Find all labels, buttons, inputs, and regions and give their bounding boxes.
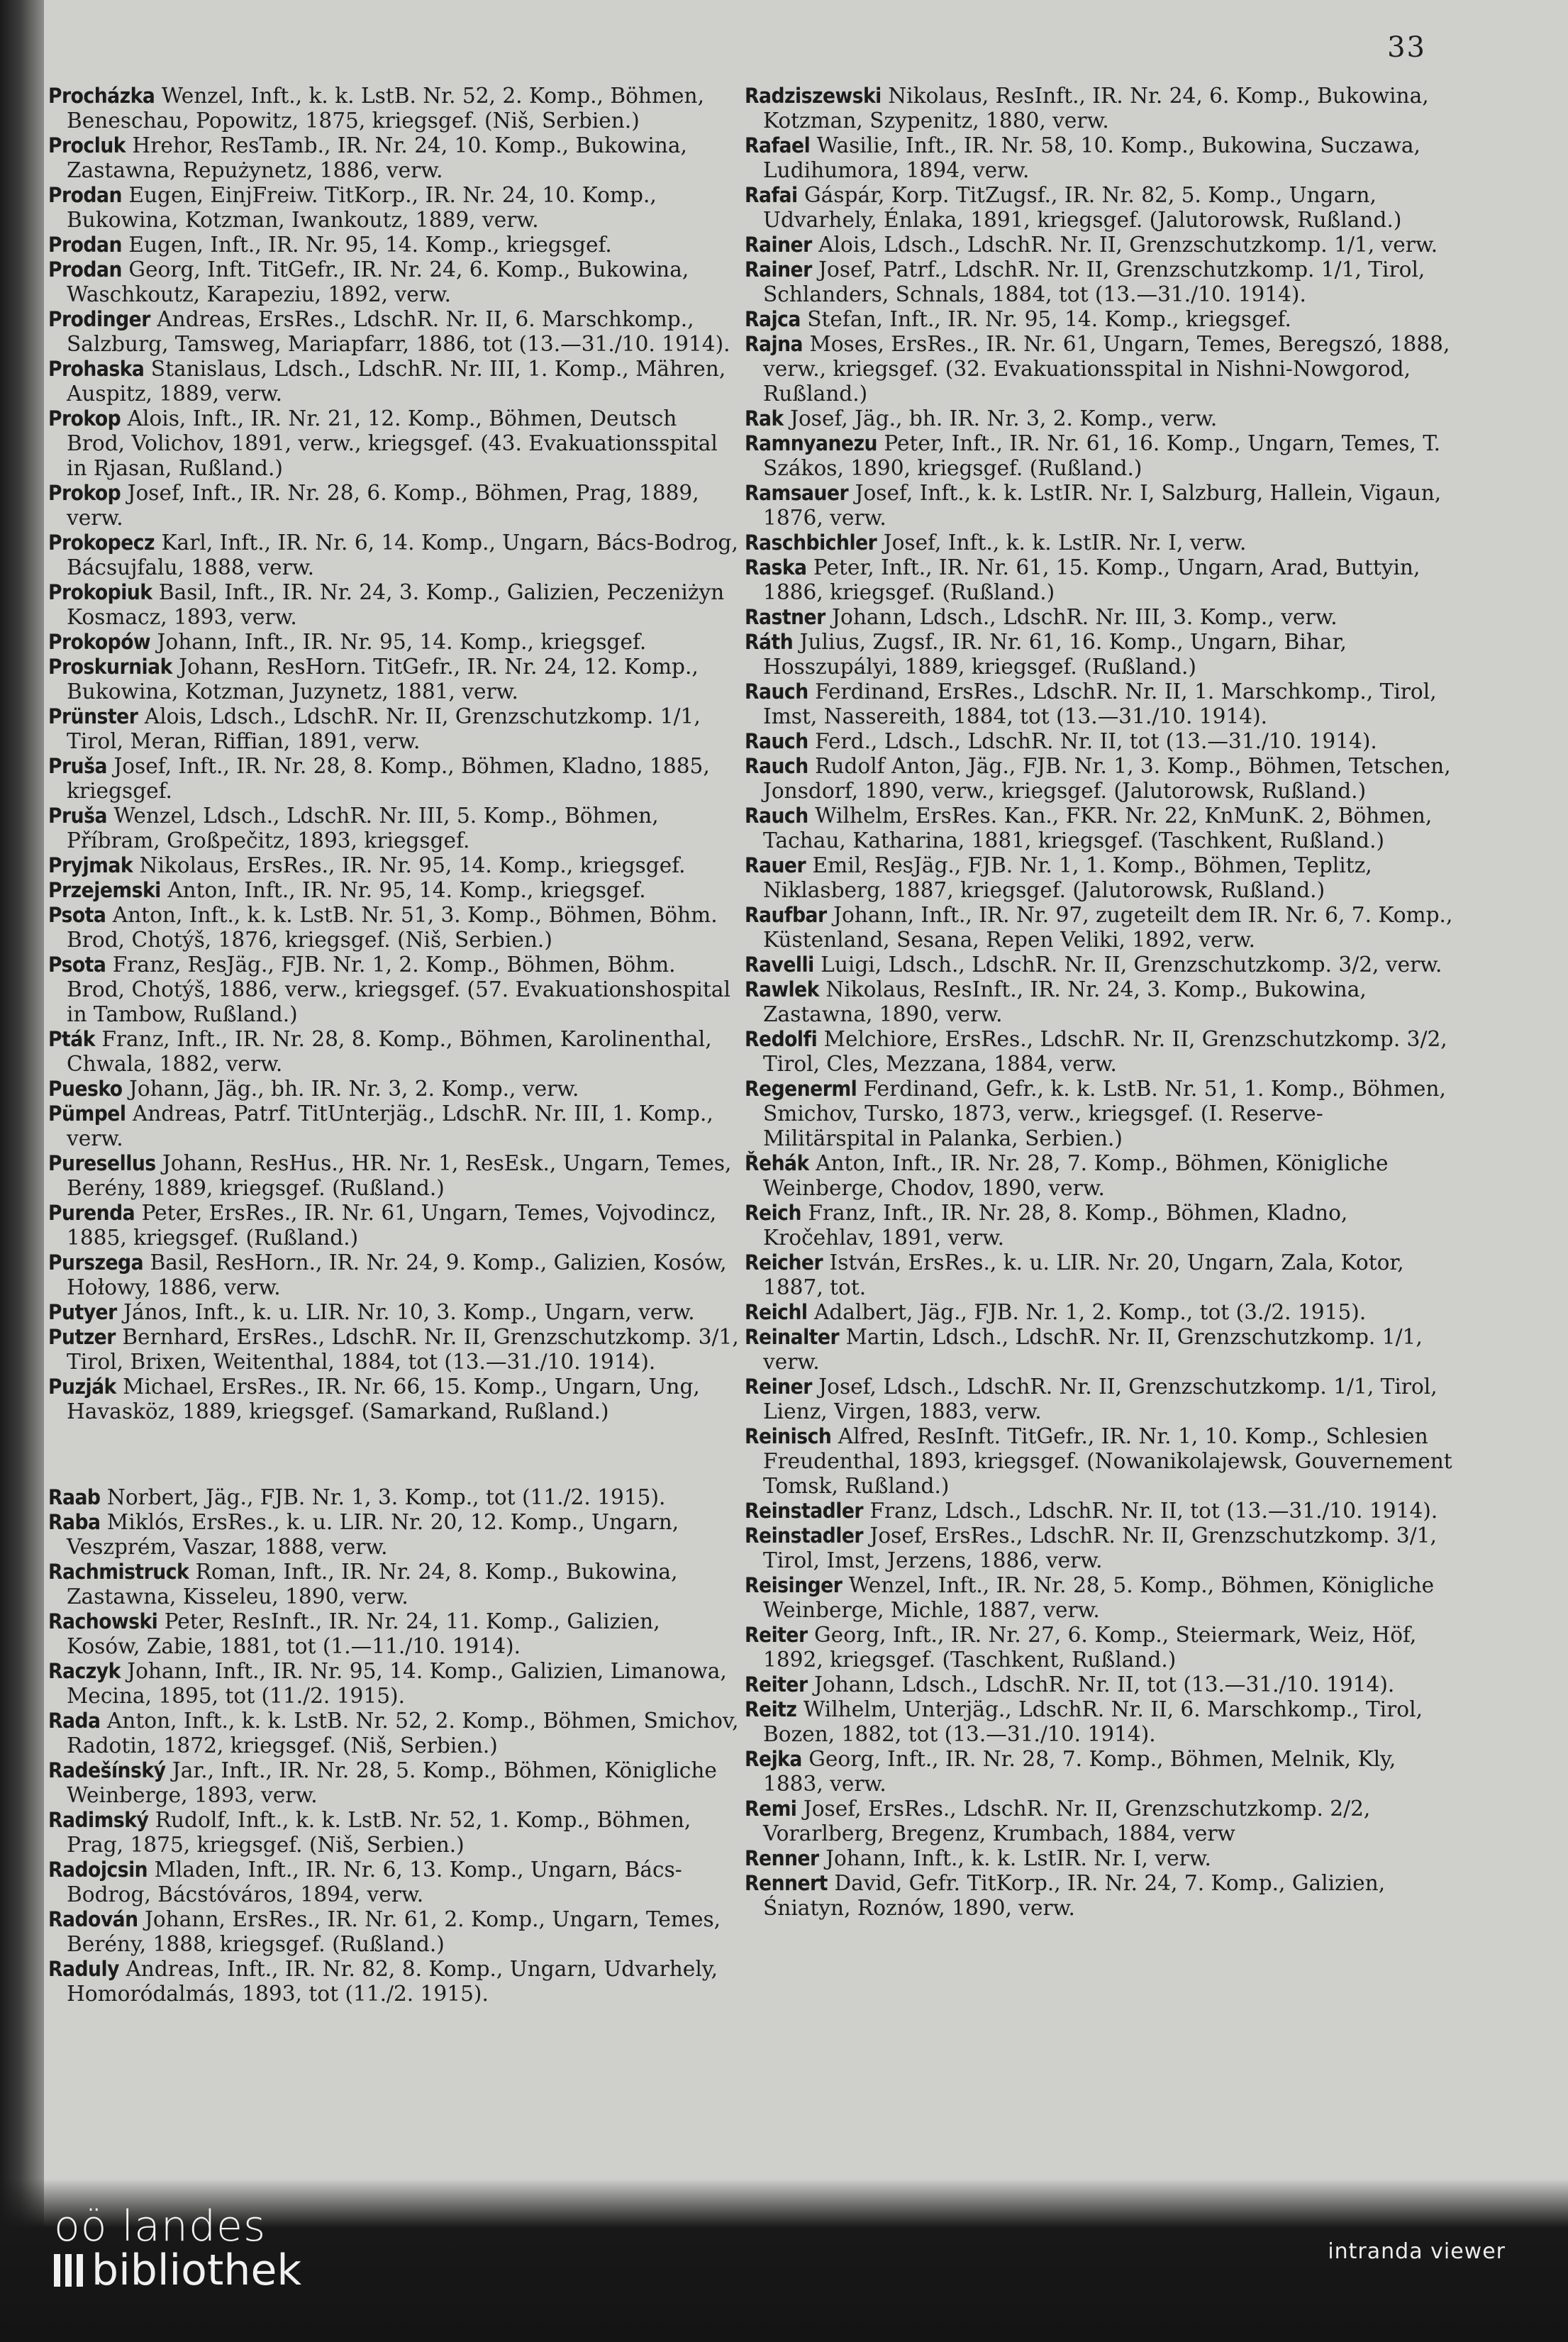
entry-surname: Puesko — [48, 1077, 123, 1101]
entry-details: Franz, ResJäg., FJB. Nr. 1, 2. Komp., Böhmen, Böhm. Brod, Chotýš, 1886, verw., kriegsgef. (57. Evakuationshospital in Tambow, Rußland.) — [67, 953, 731, 1026]
entry-surname: Ráth — [745, 630, 794, 654]
entry-details: Rudolf, Inft., k. k. LstB. Nr. 52, 1. Komp., Böhmen, Prag, 1875, kriegsgef. (Niš, Serbien.) — [67, 1808, 691, 1857]
entry-details: Alfred, ResInft. TitGefr., IR. Nr. 1, 10. Komp., Schlesien Freudenthal, 1893, kriegsgef. (Nowanikolajewsk, Gouvernement Tomsk, Rußland.) — [763, 1424, 1452, 1498]
register-entry — [745, 531, 1454, 555]
entry-details: Moses, ErsRes., IR. Nr. 61, Ungarn, Temes, Beregszó, 1888, verw., kriegsgef. (32. Evakuationsspital in Nishni-Nowgorod, Rußland.) — [763, 332, 1450, 406]
register-entry — [745, 431, 1454, 481]
entry-details: Martin, Ldsch., LdschR. Nr. II, Grenzschutzkomp. 1/1, verw. — [763, 1325, 1423, 1374]
entry-surname: Putzer — [48, 1325, 116, 1349]
entry-details: Hrehor, ResTamb., IR. Nr. 24, 10. Komp., Bukowina, Zastawna, Repużynetz, 1886, verw. — [67, 133, 687, 182]
register-entry — [745, 307, 1454, 332]
register-entry — [48, 878, 740, 903]
entry-details: Andreas, Patrf. TitUnterjäg., LdschR. Nr. III, 1. Komp., verw. — [67, 1101, 713, 1150]
entry-details: David, Gefr. TitKorp., IR. Nr. 24, 7. Komp., Galizien, Śniatyn, Roznów, 1890, verw. — [763, 1871, 1386, 1920]
register-entry — [48, 233, 740, 257]
entry-details: Wilhelm, Unterjäg., LdschR. Nr. II, 6. Marschkomp., Tirol, Bozen, 1882, tot (13.—31./10. 1914). — [763, 1697, 1423, 1746]
register-entry — [745, 1697, 1454, 1747]
entry-surname: Pryjmak — [48, 853, 133, 877]
entry-details: Johann, Inft., IR. Nr. 95, 14. Komp., Galizien, Limanowa, Mecina, 1895, tot (11./2. 1915). — [67, 1659, 727, 1708]
register-entry — [745, 804, 1454, 853]
register-entry — [745, 1250, 1454, 1300]
entry-surname: Prünster — [48, 704, 138, 728]
entry-surname: Proskurniak — [48, 655, 172, 679]
entry-surname: Rawlek — [745, 977, 819, 1001]
register-entry — [48, 1957, 740, 2007]
register-entry — [48, 307, 740, 357]
register-entry — [48, 953, 740, 1027]
entry-surname: Reinstadler — [745, 1499, 864, 1523]
entry-details: Nikolaus, ResInft., IR. Nr. 24, 6. Komp., Bukowina, Kotzman, Szypenitz, 1880, verw. — [763, 84, 1429, 133]
entry-surname: Reitz — [745, 1697, 797, 1721]
entry-details: Anton, Inft., k. k. LstB. Nr. 51, 3. Komp., Böhmen, Böhm. Brod, Chotýš, 1876, kriegsgef. (Niš, Serbien.) — [67, 903, 718, 952]
entry-surname: Raufbar — [745, 903, 827, 927]
register-entry — [48, 1027, 740, 1077]
entry-surname: Rajca — [745, 307, 801, 331]
entry-surname: Reisinger — [745, 1573, 843, 1597]
entry-surname: Ravelli — [745, 953, 814, 977]
register-entry — [48, 1250, 740, 1300]
entry-surname: Rafael — [745, 133, 811, 157]
entry-details: Georg, Inft. TitGefr., IR. Nr. 24, 6. Komp., Bukowina, Waschkoutz, Karapeziu, 1892, verw. — [67, 257, 689, 306]
entry-details: Josef, ErsRes., LdschR. Nr. II, Grenzschutzkomp. 2/2, Vorarlberg, Bregenz, Krumbach, 1884, verw — [763, 1797, 1371, 1846]
register-entry — [745, 1524, 1454, 1573]
register-entry — [48, 1609, 740, 1659]
register-entry — [48, 1151, 740, 1201]
register-entry — [48, 1858, 740, 1907]
entry-details: Basil, Inft., IR. Nr. 24, 3. Komp., Galizien, Peczeniżyn Kosmacz, 1893, verw. — [67, 580, 725, 629]
entry-surname: Raba — [48, 1510, 101, 1534]
entry-details: Johann, ErsRes., IR. Nr. 61, 2. Komp., Ungarn, Temes, Berény, 1888, kriegsgef. (Rußland.) — [67, 1907, 721, 1956]
register-entry — [745, 977, 1454, 1027]
entry-surname: Reinstadler — [745, 1524, 864, 1548]
entry-surname: Prokopów — [48, 630, 151, 654]
register-entry — [745, 1623, 1454, 1672]
entry-details: Eugen, Inft., IR. Nr. 95, 14. Komp., kriegsgef. — [128, 233, 612, 257]
entry-details: Stefan, Inft., IR. Nr. 95, 14. Komp., kriegsgef. — [807, 307, 1291, 331]
entry-surname: Purenda — [48, 1201, 135, 1225]
entry-details: Jar., Inft., IR. Nr. 28, 5. Komp., Böhmen, Königliche Weinberge, 1893, verw. — [67, 1758, 717, 1807]
register-entry — [745, 1672, 1454, 1697]
register-entry — [745, 257, 1454, 307]
entry-details: Johann, Jäg., bh. IR. Nr. 3, 2. Komp., verw. — [129, 1077, 579, 1101]
entry-surname: Pruša — [48, 754, 107, 778]
entry-details: Wasilie, Inft., IR. Nr. 58, 10. Komp., Bukowina, Suczawa, Ludihumora, 1894, verw. — [763, 133, 1420, 182]
entry-details: Ferdinand, ErsRes., LdschR. Nr. II, 1. Marschkomp., Tirol, Imst, Nassereith, 1884, tot (13.—31./10. 1914). — [763, 679, 1437, 728]
entry-surname: Prokopecz — [48, 531, 155, 555]
entry-details: Peter, ResInft., IR. Nr. 24, 11. Komp., Galizien, Kosów, Zabie, 1881, tot (1.—11./10. 1914). — [67, 1609, 660, 1658]
entry-surname: Prodan — [48, 233, 122, 257]
entry-surname: Reiner — [745, 1375, 812, 1399]
entry-surname: Raczyk — [48, 1659, 121, 1683]
entry-surname: Procházka — [48, 84, 155, 108]
register-entry — [745, 233, 1454, 257]
register-entry — [48, 704, 740, 754]
register-entry — [48, 1808, 740, 1858]
entry-surname: Prodinger — [48, 307, 150, 331]
register-entry — [745, 903, 1454, 953]
entry-details: Wilhelm, ErsRes. Kan., FKR. Nr. 22, KnMunK. 2, Böhmen, Tachau, Katharina, 1881, kriegsgef. (Taschkent, Rußland.) — [763, 804, 1433, 853]
register-entry — [48, 853, 740, 878]
entry-details: Mladen, Inft., IR. Nr. 6, 13. Komp., Ungarn, Bács-Bodrog, Bácstóváros, 1894, verw. — [67, 1858, 682, 1907]
entry-details: Roman, Inft., IR. Nr. 24, 8. Komp., Bukowina, Zastawna, Kisseleu, 1890, verw. — [67, 1560, 678, 1609]
register-entry — [745, 1077, 1454, 1151]
entry-details: Alois, Ldsch., LdschR. Nr. II, Grenzschutzkomp. 1/1, verw. — [818, 233, 1438, 257]
entry-details: Josef, Inft., k. k. LstIR. Nr. I, Salzburg, Hallein, Vigaun, 1876, verw. — [763, 481, 1442, 530]
entry-surname: Rennert — [745, 1871, 828, 1895]
register-entry — [745, 1846, 1454, 1871]
entry-surname: Rachmistruck — [48, 1560, 189, 1584]
register-entry — [48, 1375, 740, 1424]
entry-surname: Reinisch — [745, 1424, 832, 1448]
register-entry — [745, 605, 1454, 630]
entry-details: Melchiore, ErsRes., LdschR. Nr. II, Grenzschutzkomp. 3/2, Tirol, Cles, Mezzana, 1884, verw. — [763, 1027, 1447, 1076]
entry-surname: Pruša — [48, 804, 107, 828]
register-entry — [48, 481, 740, 531]
register-entry — [48, 1077, 740, 1101]
entry-details: Michael, ErsRes., IR. Nr. 66, 15. Komp., Ungarn, Ung, Havasköz, 1889, kriegsgef. (Samarkand, Rußland.) — [67, 1375, 700, 1423]
entry-details: Gáspár, Korp. TitZugsf., IR. Nr. 82, 5. Komp., Ungarn, Udvarhely, Énlaka, 1891, kriegsgef. (Jalutorowsk, Rußland.) — [763, 183, 1402, 232]
entry-details: Johann, Ldsch., LdschR. Nr. III, 3. Komp., verw. — [832, 605, 1338, 629]
register-entry — [745, 133, 1454, 183]
entry-details: Julius, Zugsf., IR. Nr. 61, 16. Komp., Ungarn, Bihar, Hosszupályi, 1889, kriegsgef. (Rußland.) — [763, 630, 1347, 679]
register-entry — [745, 1499, 1454, 1524]
entry-surname: Raab — [48, 1485, 101, 1509]
entry-details: Nikolaus, ResInft., IR. Nr. 24, 3. Komp., Bukowina, Zastawna, 1890, verw. — [763, 977, 1367, 1026]
entry-surname: Prodan — [48, 183, 122, 207]
entry-surname: Reiter — [745, 1623, 808, 1647]
register-entry — [48, 1101, 740, 1151]
register-entry — [48, 1201, 740, 1250]
entry-surname: Radešínský — [48, 1758, 166, 1782]
entry-surname: Raschbichler — [745, 531, 877, 555]
entry-details: Wenzel, Inft., IR. Nr. 28, 5. Komp., Böhmen, Königliche Weinberge, Michle, 1887, verw. — [763, 1573, 1435, 1622]
register-entry — [745, 1573, 1454, 1623]
register-entry — [48, 84, 740, 133]
entry-surname: Prokop — [48, 481, 121, 505]
entry-surname: Reichl — [745, 1300, 808, 1324]
entry-surname: Regenerml — [745, 1077, 857, 1101]
entry-details: Johann, Inft., IR. Nr. 97, zugeteilt dem IR. Nr. 6, 7. Komp., Küstenland, Sesana, Repen Veliki, 1892, verw. — [763, 903, 1453, 952]
register-entry — [745, 1325, 1454, 1375]
entry-details: Wenzel, Ldsch., LdschR. Nr. III, 5. Komp., Böhmen, Příbram, Großpečitz, 1893, kriegsgef. — [67, 804, 659, 853]
register-entry — [745, 1027, 1454, 1077]
entry-details: Ferd., Ldsch., LdschR. Nr. II, tot (13.—31./10. 1914). — [815, 729, 1377, 753]
entry-details: Wenzel, Inft., k. k. LstB. Nr. 52, 2. Komp., Böhmen, Beneschau, Popowitz, 1875, kriegsgef. (Niš, Serbien.) — [67, 84, 705, 133]
entry-surname: Rauch — [745, 754, 808, 778]
entry-surname: Remi — [745, 1797, 797, 1821]
register-entry — [745, 481, 1454, 531]
entry-details: Anton, Inft., k. k. LstB. Nr. 52, 2. Komp., Böhmen, Smichov, Radotin, 1872, kriegsgef. (Niš, Serbien.) — [67, 1709, 739, 1758]
entry-surname: Rauch — [745, 729, 808, 753]
register-entry — [48, 357, 740, 406]
entry-surname: Putyer — [48, 1300, 117, 1324]
entry-surname: Řehák — [745, 1151, 809, 1175]
entry-details: Anton, Inft., IR. Nr. 28, 7. Komp., Böhmen, Königliche Weinberge, Chodov, 1890, verw. — [763, 1151, 1389, 1200]
entry-surname: Reiter — [745, 1672, 808, 1697]
entry-surname: Rainer — [745, 233, 812, 257]
entry-surname: Puzják — [48, 1375, 116, 1399]
entry-surname: Prokopiuk — [48, 580, 152, 604]
logo-text-line2: bibliothek — [91, 2246, 302, 2295]
register-entry — [745, 1151, 1454, 1201]
register-entry — [745, 754, 1454, 804]
entry-details: István, ErsRes., k. u. LIR. Nr. 20, Ungarn, Zala, Kotor, 1887, tot. — [763, 1250, 1404, 1299]
register-entry — [745, 84, 1454, 133]
register-entry — [48, 804, 740, 853]
entry-surname: Rak — [745, 406, 784, 431]
register-entry — [48, 754, 740, 804]
register-entry — [48, 406, 740, 481]
entry-details: Georg, Inft., IR. Nr. 28, 7. Komp., Böhmen, Melnik, Kly, 1883, verw. — [763, 1747, 1396, 1796]
page-number: 33 — [1387, 31, 1426, 64]
entry-details: Josef, Ldsch., LdschR. Nr. II, Grenzschutzkomp. 1/1, Tirol, Lienz, Virgen, 1883, verw. — [763, 1375, 1438, 1423]
register-entry — [48, 580, 740, 630]
left-column — [48, 84, 740, 2007]
entry-surname: Rejka — [745, 1747, 802, 1771]
entry-surname: Przejemski — [48, 878, 161, 902]
entry-surname: Pümpel — [48, 1101, 126, 1126]
register-entry — [745, 630, 1454, 679]
entry-details: Franz, Inft., IR. Nr. 28, 8. Komp., Böhmen, Karolinenthal, Chwala, 1882, verw. — [67, 1027, 712, 1076]
entry-details: Emil, ResJäg., FJB. Nr. 1, 1. Komp., Böhmen, Teplitz, Niklasberg, 1887, kriegsgef. (Jalutorowsk, Rußland.) — [763, 853, 1372, 902]
register-entry — [48, 1560, 740, 1609]
entry-surname: Prohaska — [48, 357, 145, 381]
entry-details: Andreas, Inft., IR. Nr. 82, 8. Komp., Ungarn, Udvarhely, Homoródalmás, 1893, tot (11./2. 1915). — [67, 1957, 718, 2006]
library-logo[interactable] — [54, 2202, 302, 2295]
register-entry — [48, 1907, 740, 1957]
entry-details: Franz, Ldsch., LdschR. Nr. II, tot (13.—31./10. 1914). — [869, 1499, 1438, 1523]
register-entry — [48, 655, 740, 704]
register-entry — [48, 1300, 740, 1325]
entry-details: Johann, ResHus., HR. Nr. 1, ResEsk., Ungarn, Temes, Berény, 1889, kriegsgef. (Rußland.) — [67, 1151, 732, 1200]
entry-surname: Purszega — [48, 1250, 144, 1275]
entry-surname: Reicher — [745, 1250, 823, 1275]
register-entry — [48, 1510, 740, 1560]
register-entry — [745, 1201, 1454, 1250]
register-entry — [745, 332, 1454, 406]
entry-surname: Psota — [48, 953, 106, 977]
register-entry — [745, 729, 1454, 754]
entry-surname: Rafai — [745, 183, 798, 207]
entry-surname: Prokop — [48, 406, 121, 431]
register-entry — [745, 853, 1454, 903]
entry-surname: Rachowski — [48, 1609, 158, 1633]
entry-details: Rudolf Anton, Jäg., FJB. Nr. 1, 3. Komp., Böhmen, Tetschen, Jonsdorf, 1890, verw., kriegsgef. (Jalutorowsk, Rußland.) — [763, 754, 1451, 803]
entry-surname: Raduly — [48, 1957, 119, 1981]
section-gap — [48, 1424, 740, 1485]
entry-surname: Rainer — [745, 257, 812, 282]
entry-surname: Radziszewski — [745, 84, 882, 108]
entry-details: Luigi, Ldsch., LdschR. Nr. II, Grenzschutzkomp. 3/2, verw. — [821, 953, 1442, 977]
entry-details: Eugen, EinjFreiw. TitKorp., IR. Nr. 24, 10. Komp., Bukowina, Kotzman, Iwankoutz, 1889, verw. — [67, 183, 657, 232]
register-entry — [48, 1659, 740, 1709]
register-entry — [48, 257, 740, 307]
entry-details: Josef, Inft., IR. Nr. 28, 8. Komp., Böhmen, Kladno, 1885, kriegsgef. — [67, 754, 710, 803]
entry-details: Peter, ErsRes., IR. Nr. 61, Ungarn, Temes, Vojvodincz, 1885, kriegsgef. (Rußland.) — [67, 1201, 717, 1250]
register-entry — [745, 183, 1454, 233]
register-entry — [745, 1300, 1454, 1325]
book-gutter — [0, 0, 44, 2342]
register-entry — [48, 133, 740, 183]
entry-details: Bernhard, ErsRes., LdschR. Nr. II, Grenzschutzkomp. 3/1, Tirol, Brixen, Weitenthal, 1884, tot (13.—31./10. 1914). — [67, 1325, 739, 1374]
register-entry — [745, 1747, 1454, 1797]
entry-details: Franz, Inft., IR. Nr. 28, 8. Komp., Böhmen, Kladno, Kročehlav, 1891, verw. — [763, 1201, 1348, 1250]
entry-details: Josef, ErsRes., LdschR. Nr. II, Grenzschutzkomp. 3/1, Tirol, Imst, Jerzens, 1886, verw. — [763, 1524, 1437, 1572]
viewer-label: intranda viewer — [1328, 2239, 1506, 2264]
register-entry — [745, 1424, 1454, 1499]
register-entry — [48, 1325, 740, 1375]
entry-surname: Reich — [745, 1201, 801, 1225]
right-column — [745, 84, 1454, 1921]
register-entry — [745, 1871, 1454, 1921]
entry-details: Peter, Inft., IR. Nr. 61, 16. Komp., Ungarn, Temes, T. Szákos, 1890, kriegsgef. (Rußland.) — [763, 431, 1441, 480]
entry-details: Karl, Inft., IR. Nr. 6, 14. Komp., Ungarn, Bács-Bodrog, Bácsujfalu, 1888, verw. — [67, 531, 738, 579]
entry-details: Johann, Inft., IR. Nr. 95, 14. Komp., kriegsgef. — [157, 630, 647, 654]
entry-surname: Reinalter — [745, 1325, 840, 1349]
entry-surname: Rajna — [745, 332, 804, 356]
entry-details: Anton, Inft., IR. Nr. 95, 14. Komp., kriegsgef. — [167, 878, 646, 902]
entry-surname: Pták — [48, 1027, 95, 1051]
register-entry — [48, 183, 740, 233]
entry-surname: Procluk — [48, 133, 126, 157]
entry-details: Miklós, ErsRes., k. u. LIR. Nr. 20, 12. Komp., Ungarn, Veszprém, Vaszar, 1888, verw. — [67, 1510, 679, 1559]
entry-details: Josef, Inft., k. k. LstIR. Nr. I, verw. — [883, 531, 1247, 555]
entry-details: Stanislaus, Ldsch., LdschR. Nr. III, 1. Komp., Mähren, Auspitz, 1889, verw. — [67, 357, 726, 406]
register-entry — [48, 1485, 740, 1510]
entry-surname: Rauch — [745, 679, 808, 704]
entry-details: Josef, Patrf., LdschR. Nr. II, Grenzschutzkomp. 1/1, Tirol, Schlanders, Schnals, 1884, tot (13.—31./10. 1914). — [763, 257, 1425, 306]
logo-text-line1: oö landes — [54, 2202, 267, 2251]
entry-surname: Redolfi — [745, 1027, 818, 1051]
entry-details: Johann, ResHorn. TitGefr., IR. Nr. 24, 12. Komp., Bukowina, Kotzman, Juzynetz, 1881, verw. — [67, 655, 699, 704]
viewer-footer — [0, 2179, 1568, 2342]
entry-details: Ferdinand, Gefr., k. k. LstB. Nr. 51, 1. Komp., Böhmen, Smichov, Tursko, 1873, verw., kriegsgef. (I. Reserve-Militärspital in Palanka, Serbien.) — [763, 1077, 1446, 1150]
entry-surname: Ramnyanezu — [745, 431, 877, 455]
register-entry — [745, 679, 1454, 729]
entry-details: Andreas, ErsRes., LdschR. Nr. II, 6. Marschkomp., Salzburg, Tamsweg, Mariapfarr, 1886, tot (13.—31./10. 1914). — [67, 307, 730, 356]
entry-details: Peter, Inft., IR. Nr. 61, 15. Komp., Ungarn, Arad, Buttyin, 1886, kriegsgef. (Rußland.) — [763, 555, 1420, 604]
entry-surname: Rastner — [745, 605, 825, 629]
register-entry — [745, 406, 1454, 431]
entry-surname: Psota — [48, 903, 106, 927]
entry-surname: Radimský — [48, 1808, 149, 1832]
register-entry — [745, 1797, 1454, 1846]
register-entry — [48, 630, 740, 655]
entry-surname: Prodan — [48, 257, 122, 282]
register-entry — [745, 953, 1454, 977]
entry-surname: Renner — [745, 1846, 819, 1870]
entry-surname: Puresellus — [48, 1151, 156, 1175]
register-entry — [745, 1375, 1454, 1424]
entry-details: Alois, Ldsch., LdschR. Nr. II, Grenzschutzkomp. 1/1, Tirol, Meran, Riffian, 1891, verw. — [67, 704, 701, 753]
entry-details: Johann, Inft., k. k. LstIR. Nr. I, verw. — [825, 1846, 1211, 1870]
entry-surname: Radojcsin — [48, 1858, 148, 1882]
entry-details: Norbert, Jäg., FJB. Nr. 1, 3. Komp., tot (11./2. 1915). — [106, 1485, 666, 1509]
entry-surname: Rauch — [745, 804, 808, 828]
entry-surname: Raska — [745, 555, 807, 579]
entry-details: Nikolaus, ErsRes., IR. Nr. 95, 14. Komp., kriegsgef. — [139, 853, 686, 877]
register-entry — [48, 531, 740, 580]
entry-details: Alois, Inft., IR. Nr. 21, 12. Komp., Böhmen, Deutsch Brod, Volichov, 1891, verw., kriegsgef. (43. Evakuationsspital in Rjasan, Rußland.) — [67, 406, 718, 480]
entry-surname: Rauer — [745, 853, 806, 877]
register-entry — [48, 1758, 740, 1808]
entry-surname: Radován — [48, 1907, 138, 1931]
register-entry — [745, 555, 1454, 605]
register-entry — [48, 903, 740, 953]
entry-surname: Rada — [48, 1709, 101, 1733]
entry-surname: Ramsauer — [745, 481, 849, 505]
register-entry — [48, 1709, 740, 1758]
entry-details: Johann, Ldsch., LdschR. Nr. II, tot (13.—31./10. 1914). — [814, 1672, 1395, 1697]
entry-details: Josef, Jäg., bh. IR. Nr. 3, 2. Komp., verw. — [790, 406, 1218, 431]
entry-details: Josef, Inft., IR. Nr. 28, 6. Komp., Böhmen, Prag, 1889, verw. — [67, 481, 699, 530]
entry-details: Basil, ResHorn., IR. Nr. 24, 9. Komp., Galizien, Kosów, Hołowy, 1886, verw. — [67, 1250, 727, 1299]
entry-details: Adalbert, Jäg., FJB. Nr. 1, 2. Komp., tot (3./2. 1915). — [813, 1300, 1367, 1324]
logo-bars-icon — [54, 2254, 83, 2287]
entry-details: Georg, Inft., IR. Nr. 27, 6. Komp., Steiermark, Weiz, Höf, 1892, kriegsgef. (Taschkent, Rußland.) — [763, 1623, 1417, 1672]
entry-details: János, Inft., k. u. LIR. Nr. 10, 3. Komp., Ungarn, verw. — [123, 1300, 695, 1324]
